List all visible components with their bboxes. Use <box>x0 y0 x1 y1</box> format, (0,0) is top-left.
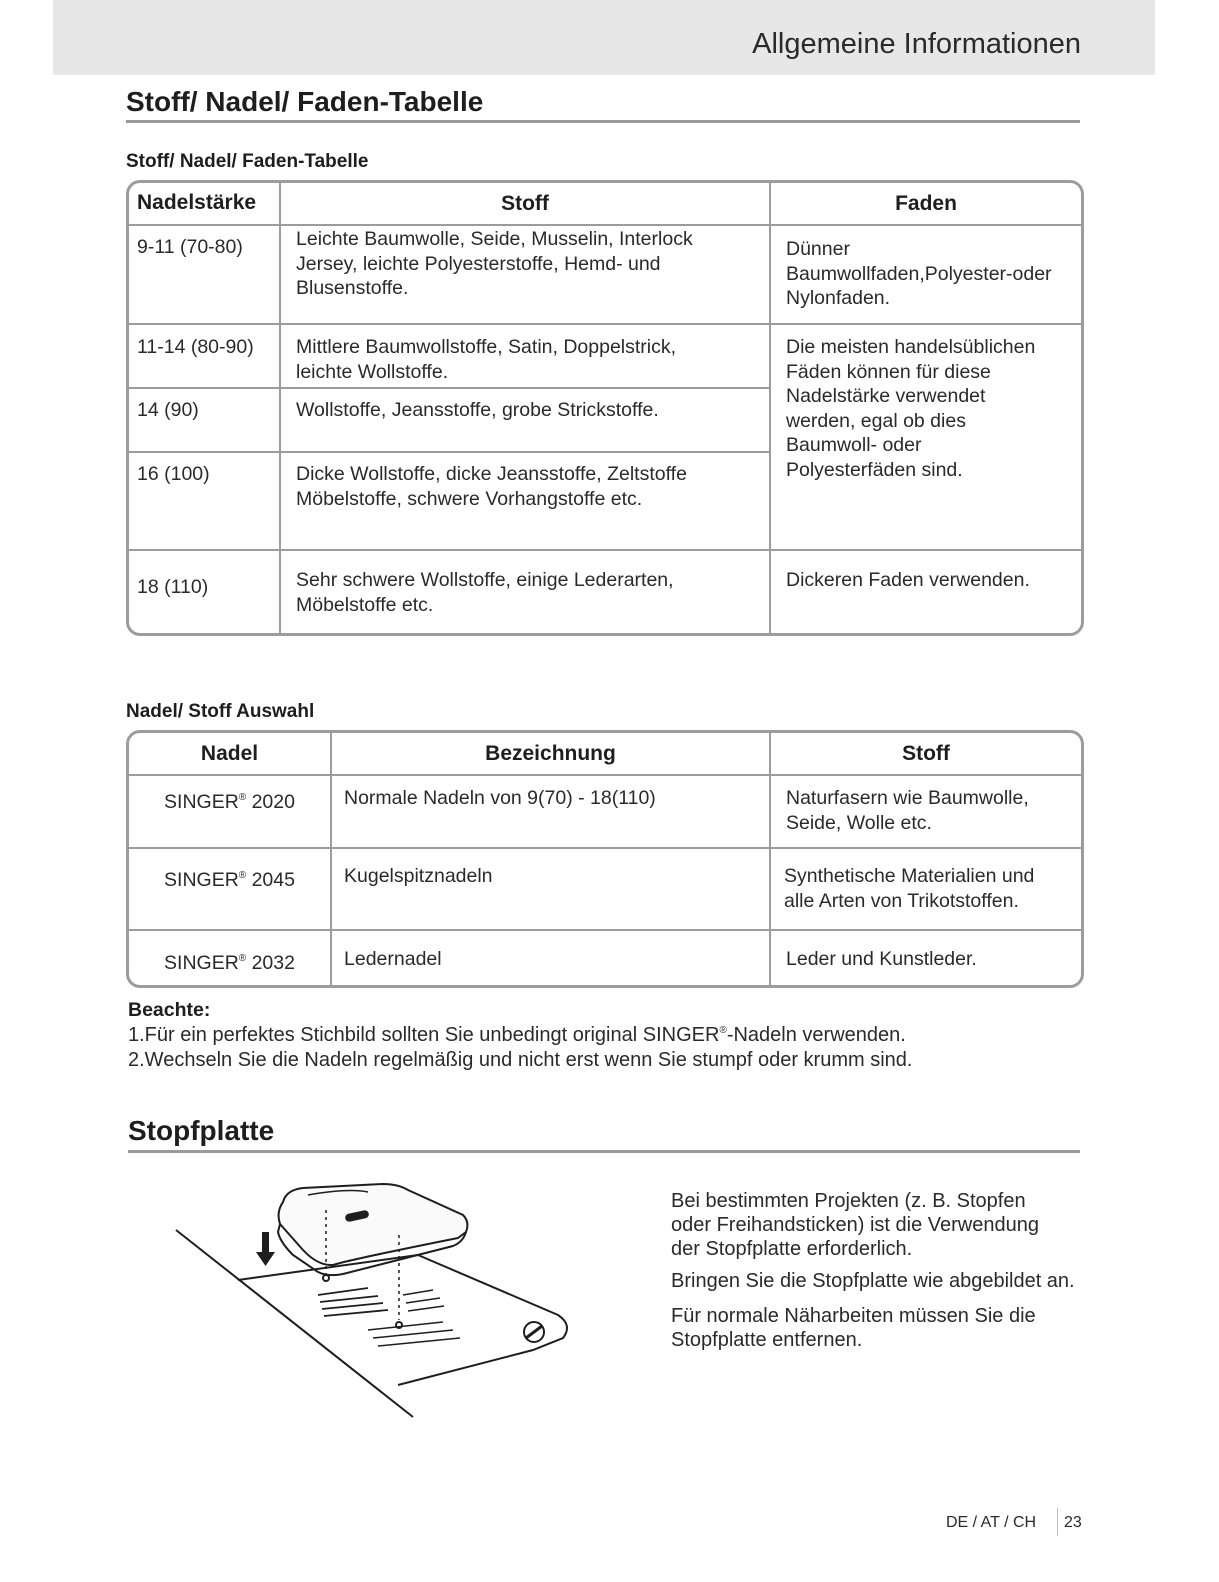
table-cell-needle: SINGER® 2020 <box>164 791 295 813</box>
table-cell-fabric: Leder und Kunstleder. <box>786 948 977 970</box>
page-number: 23 <box>1064 1514 1082 1531</box>
note-title: Beachte: <box>128 999 211 1021</box>
table2-header-needle: Nadel <box>200 742 259 765</box>
table-cell-size: 9-11 (70-80) <box>137 236 243 258</box>
plate-edge-line <box>176 1230 413 1417</box>
paragraph: Bringen Sie die Stopfplatte wie abgebildet an. <box>671 1270 1075 1292</box>
table-row-divider <box>129 451 769 453</box>
paragraph: Für normale Näharbeiten müssen Sie die Stopfplatte entfernen. <box>671 1305 1036 1351</box>
footer-separator <box>1057 1508 1058 1536</box>
section-title-darning-plate: Stopfplatte <box>128 1115 275 1146</box>
table-cell-fabric: Naturfasern wie Baumwolle, Seide, Wolle etc. <box>786 787 1029 834</box>
footer-region: DE / AT / CH <box>946 1514 1037 1531</box>
table-cell-fabric: Leichte Baumwolle, Seide, Musselin, Interlock Jersey, leichte Polyesterstoffe, Hemd- und Blusenstoffe. <box>296 228 693 299</box>
needle-fabric-table <box>126 730 1084 988</box>
table-cell-thread: Dickeren Faden verwenden. <box>786 569 1030 591</box>
table-cell-thread: Dünner Baumwollfaden,Polyester-oder Nylonfaden. <box>786 238 1052 309</box>
table-row-divider <box>129 847 1081 849</box>
down-arrow-icon <box>256 1232 275 1266</box>
table-row-divider <box>129 929 1081 931</box>
table-row-divider <box>129 387 769 389</box>
table-cell-size: 16 (100) <box>137 463 210 485</box>
note-line-1: 1.Für ein perfektes Stichbild sollten Sie unbedingt original SINGER®-Nadeln verwenden. <box>128 1024 906 1046</box>
table-row-divider <box>129 549 1081 551</box>
table-cell-fabric: Dicke Wollstoffe, dicke Jeansstoffe, Zeltstoffe Möbelstoffe, schwere Vorhangstoffe etc. <box>296 463 687 510</box>
table-row-divider <box>129 224 1081 226</box>
fabric-needle-thread-table <box>126 180 1084 636</box>
table-row-divider <box>129 323 1081 325</box>
table-cell-designation: Ledernadel <box>344 948 442 970</box>
plate-right-edge <box>398 1255 567 1385</box>
note-line-2: 2.Wechseln Sie die Nadeln regelmäßig und nicht erst wenn Sie stumpf oder krumm sind. <box>128 1049 913 1071</box>
table-col-divider <box>330 733 332 985</box>
table-col-divider <box>769 733 771 985</box>
table2-header-fabric: Stoff <box>902 742 950 765</box>
table1-header-thread: Faden <box>895 192 957 215</box>
table1-caption: Stoff/ Nadel/ Faden-Tabelle <box>126 151 369 172</box>
table-cell-needle: SINGER® 2032 <box>164 952 295 974</box>
darning-plate-body <box>279 1184 468 1265</box>
paragraph: Bei bestimmten Projekten (z. B. Stopfen oder Freihandsticken) ist die Verwendung der Stopfplatte erforderlich. <box>671 1190 1039 1260</box>
darning-plate-illustration <box>168 1180 588 1425</box>
table-col-divider <box>769 183 771 633</box>
section-title-table: Stoff/ Nadel/ Faden-Tabelle <box>126 86 484 117</box>
table2-header-designation: Bezeichnung <box>485 742 616 765</box>
header-title: Allgemeine Informationen <box>752 28 1081 60</box>
table-cell-designation: Kugelspitznadeln <box>344 865 493 887</box>
table-cell-fabric: Synthetische Materialien und alle Arten von Trikotstoffen. <box>784 865 1035 912</box>
table-cell-fabric: Mittlere Baumwollstoffe, Satin, Doppelstrick, leichte Wollstoffe. <box>296 336 677 383</box>
table-row-divider <box>129 774 1081 776</box>
table-cell-fabric: Sehr schwere Wollstoffe, einige Lederarten, Möbelstoffe etc. <box>296 569 674 616</box>
section-divider <box>126 120 1080 123</box>
section-divider <box>128 1150 1080 1153</box>
table-cell-fabric: Wollstoffe, Jeansstoffe, grobe Strickstoffe. <box>296 399 659 421</box>
table-cell-designation: Normale Nadeln von 9(70) - 18(110) <box>344 787 656 809</box>
table-cell-needle: SINGER® 2045 <box>164 869 295 891</box>
table-cell-size: 14 (90) <box>137 399 199 421</box>
table1-header-size: Nadelstärke <box>137 191 257 214</box>
table-cell-size: 18 (110) <box>137 576 209 598</box>
table-cell-thread: Die meisten handelsüblichen Fäden können für diese Nadelstärke verwendet werden, egal ob dies Baumwoll- oder Polyesterfäden sind. <box>786 336 1036 481</box>
table2-caption: Nadel/ Stoff Auswahl <box>126 701 315 722</box>
table1-header-fabric: Stoff <box>501 192 549 215</box>
table-cell-size: 11-14 (80-90) <box>137 336 254 358</box>
table-col-divider <box>279 183 281 633</box>
